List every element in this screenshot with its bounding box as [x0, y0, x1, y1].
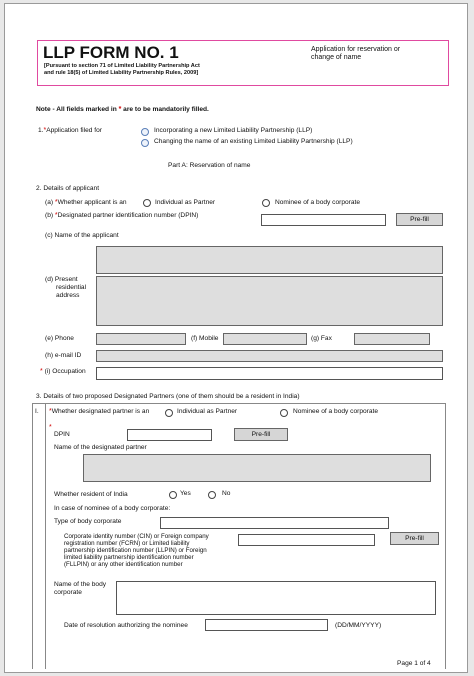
mobile-label: (f) Mobile: [191, 335, 219, 342]
partner-dpin-label-text: DPIN: [54, 431, 70, 438]
required-star: *: [54, 212, 58, 219]
partner-prefill-button[interactable]: Pre-fill: [234, 428, 288, 441]
resident-label: Whether resident of India: [54, 491, 128, 498]
phone-label: (e) Phone: [45, 335, 74, 342]
partner-nominee-label: Nominee of a body corporate: [293, 408, 379, 415]
resident-no-radio[interactable]: [208, 491, 216, 499]
applicant-name-input[interactable]: [96, 246, 443, 274]
nominee-case-label: In case of nominee of a body corporate:: [54, 505, 171, 512]
q1-option2-radio[interactable]: [141, 139, 149, 147]
resident-yes-label: Yes: [180, 490, 191, 497]
partner-roman-numeral: I.: [35, 408, 39, 415]
body-type-label: Type of body corporate: [54, 518, 122, 525]
note-text-end: are to be mandatorily filled.: [123, 106, 209, 113]
q1-option2-label: Changing the name of an existing Limited Liability Partnership (LLP): [154, 138, 353, 145]
form-purpose-line2: change of name: [311, 54, 362, 61]
required-star: *: [49, 408, 52, 415]
partner-nominee-radio[interactable]: [280, 409, 288, 417]
mobile-input[interactable]: [223, 333, 307, 345]
body-name-input[interactable]: [116, 581, 436, 615]
fax-label: (g) Fax: [311, 335, 332, 342]
form-subtitle-line1: [Pursuant to section 71 of Limited Liability Partnership Act: [44, 63, 200, 69]
applicant-name-label: (c) Name of the applicant: [45, 232, 119, 239]
body-name-label-line1: Name of the body: [54, 581, 107, 588]
address-label-line2: residential: [56, 284, 87, 291]
note-text: Note - All fields marked in: [36, 106, 117, 113]
cin-prefill-button[interactable]: Pre-fill: [390, 532, 439, 545]
resident-no-label: No: [222, 490, 231, 497]
phone-input[interactable]: [96, 333, 186, 345]
partner-individual-label: Individual as Partner: [177, 408, 238, 415]
applicant-nominee-label: Nominee of a body corporate: [275, 199, 361, 206]
cin-label-line3: partnership identification number (LLPIN) or Foreign: [64, 547, 207, 554]
fax-input[interactable]: [354, 333, 430, 345]
q1-label-text: Application filed for: [46, 127, 102, 134]
partner-individual-radio[interactable]: [165, 409, 173, 417]
partner-dpin-input[interactable]: [127, 429, 212, 441]
partner-dpin-label: [49, 424, 52, 432]
mandatory-note: [36, 106, 209, 114]
item-prefix: (a): [45, 199, 54, 206]
resident-yes-radio[interactable]: [169, 491, 177, 499]
cin-label-line2: registration number (FCRN) or Limited liability: [64, 540, 190, 547]
q1-number: 1.: [38, 127, 44, 134]
required-star: *: [118, 106, 122, 113]
date-format-hint: (DD/MM/YYYY): [335, 622, 382, 629]
q1-option1-radio[interactable]: [141, 128, 149, 136]
applicant-individual-label: Individual as Partner: [155, 199, 216, 206]
form-subtitle-line2: and rule 18(5) of Limited Liability Partnership Rules, 2009]: [44, 70, 199, 76]
required-star: *: [49, 424, 52, 431]
item-prefix: (b): [45, 212, 54, 219]
occupation-input[interactable]: [96, 367, 443, 380]
address-label-line3: address: [56, 292, 80, 299]
form-page: [4, 3, 468, 673]
occupation-label: [40, 368, 86, 376]
partner-box-divider: [45, 403, 46, 669]
resolution-date-label: Date of resolution authorizing the nominee: [64, 622, 188, 629]
cin-label-line5: (FLLPIN) or any other identification number: [64, 561, 183, 568]
applicant-prefill-button[interactable]: Pre-fill: [396, 213, 443, 226]
form-purpose-line1: Application for reservation or: [311, 46, 401, 53]
cin-label-line1: Corporate identity number (CIN) or Foreign company: [64, 533, 209, 540]
dpin-label-text: Designated partner identification number (DPIN): [57, 212, 199, 219]
applicant-type-text: Whether applicant is an: [57, 199, 127, 206]
email-label: (h) e-mail ID: [45, 352, 82, 359]
q1-label: [38, 127, 102, 135]
required-star: *: [54, 199, 58, 206]
form-title: LLP FORM NO. 1: [43, 43, 179, 62]
partner-type-label: [49, 408, 149, 416]
q1-option1-label: Incorporating a new Limited Liability Partnership (LLP): [154, 127, 313, 134]
applicant-individual-radio[interactable]: [143, 199, 151, 207]
resolution-date-input[interactable]: [205, 619, 328, 631]
dpin-label: [45, 212, 198, 220]
required-star: *: [43, 127, 47, 134]
partner-type-text: Whether designated partner is an: [51, 408, 150, 415]
applicant-address-input[interactable]: [96, 276, 443, 326]
partner-box-top: [32, 403, 445, 404]
address-label-line1: (d) Present: [45, 276, 78, 283]
occupation-label-text: (i) Occupation: [44, 368, 86, 375]
applicant-nominee-radio[interactable]: [262, 199, 270, 207]
body-type-input[interactable]: [160, 517, 389, 529]
partner-box-left: [32, 403, 33, 669]
partners-heading: 3. Details of two proposed Designated Partners (one of them should be a resident in India): [36, 393, 300, 400]
partner-name-label: Name of the designated partner: [54, 444, 147, 451]
email-input[interactable]: [96, 350, 443, 362]
page-number: Page 1 of 4: [397, 660, 431, 667]
cin-input[interactable]: [238, 534, 375, 546]
applicant-heading: 2. Details of applicant: [36, 185, 100, 192]
applicant-type-label: [45, 199, 127, 207]
cin-label-line4: limited liability partnership identification number: [64, 554, 194, 561]
partner-box-right: [445, 403, 446, 669]
partner-name-input[interactable]: [83, 454, 431, 482]
required-star: *: [40, 368, 43, 375]
part-a-heading: Part A: Reservation of name: [168, 162, 251, 169]
body-name-label-line2: corporate: [54, 589, 82, 596]
applicant-dpin-input[interactable]: [261, 214, 386, 226]
